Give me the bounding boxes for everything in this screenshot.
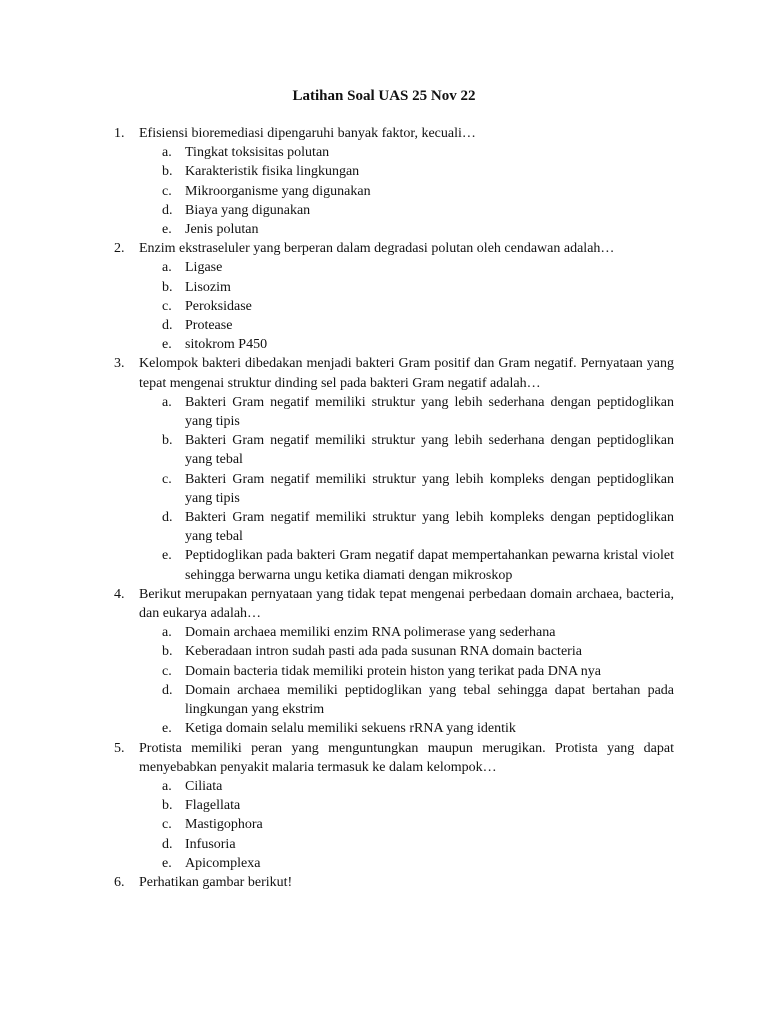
option-text: Apicomplexa bbox=[185, 855, 261, 871]
option-text: Bakteri Gram negatif memiliki struktur yang lebih kompleks dengan peptidoglikan yang tipis bbox=[185, 471, 674, 506]
option-text: Karakteristik fisika lingkungan bbox=[185, 164, 360, 180]
option-a bbox=[139, 777, 674, 796]
option-text: Mastigophora bbox=[185, 817, 263, 833]
question-text: Perhatikan gambar berikut! bbox=[139, 874, 293, 890]
option-letter: d. bbox=[162, 836, 173, 852]
option-letter: a. bbox=[162, 145, 172, 161]
option-text: Jenis polutan bbox=[185, 222, 259, 238]
option-b bbox=[139, 642, 674, 661]
question-text: Kelompok bakteri dibedakan menjadi bakteri Gram positif dan Gram negatif. Pernyataan yang tepat mengenai struktur dinding sel pada bakteri Gram negatif adalah… bbox=[139, 356, 674, 391]
option-letter: c. bbox=[162, 471, 172, 487]
option-text: Ciliata bbox=[185, 778, 223, 794]
option-text: Tingkat toksisitas polutan bbox=[185, 145, 330, 161]
question-list bbox=[114, 124, 674, 892]
option-b bbox=[139, 162, 674, 181]
option-letter: d. bbox=[162, 510, 173, 526]
option-letter: b. bbox=[162, 798, 173, 814]
option-e bbox=[139, 854, 674, 873]
option-text: Domain archaea memiliki enzim RNA polimerase yang sederhana bbox=[185, 625, 556, 641]
option-list bbox=[139, 623, 674, 738]
option-text: Bakteri Gram negatif memiliki struktur yang lebih sederhana dengan peptidoglikan yang tebal bbox=[185, 433, 674, 468]
option-letter: c. bbox=[162, 817, 172, 833]
option-letter: d. bbox=[162, 682, 173, 698]
question-number: 6. bbox=[114, 874, 125, 890]
option-letter: a. bbox=[162, 394, 172, 410]
question-number: 5. bbox=[114, 740, 125, 756]
document-title: Latihan Soal UAS 25 Nov 22 bbox=[292, 88, 476, 104]
option-letter: e. bbox=[162, 548, 172, 564]
question-6 bbox=[114, 873, 674, 892]
option-text: Domain bacteria tidak memiliki protein histon yang terikat pada DNA nya bbox=[185, 663, 602, 679]
question-text: Protista memiliki peran yang menguntungkan maupun merugikan. Protista yang dapat menyebabkan penyakit malaria termasuk ke dalam kelompok… bbox=[139, 740, 674, 775]
option-letter: d. bbox=[162, 202, 173, 218]
option-letter: a. bbox=[162, 260, 172, 276]
question-number: 3. bbox=[114, 356, 125, 372]
option-list bbox=[139, 143, 674, 239]
option-c bbox=[139, 470, 674, 508]
option-e bbox=[139, 719, 674, 738]
option-a bbox=[139, 258, 674, 277]
option-text: Keberadaan intron sudah pasti ada pada susunan RNA domain bacteria bbox=[185, 644, 582, 660]
question-text: Efisiensi bioremediasi dipengaruhi banyak faktor, kecuali… bbox=[139, 126, 476, 141]
option-e bbox=[139, 220, 674, 239]
option-list bbox=[139, 777, 674, 873]
question-5 bbox=[114, 739, 674, 873]
option-text: sitokrom P450 bbox=[185, 337, 268, 353]
option-text: Flagellata bbox=[185, 798, 241, 814]
option-d bbox=[139, 508, 674, 546]
option-e bbox=[139, 335, 674, 354]
question-4 bbox=[114, 585, 674, 739]
option-letter: b. bbox=[162, 279, 173, 295]
option-text: Bakteri Gram negatif memiliki struktur yang lebih sederhana dengan peptidoglikan yang tipis bbox=[185, 394, 674, 430]
option-text: Ligase bbox=[185, 260, 223, 276]
option-c bbox=[139, 297, 674, 316]
option-text: Bakteri Gram negatif memiliki struktur yang lebih kompleks dengan peptidoglikan yang tebal bbox=[185, 510, 674, 545]
option-a bbox=[139, 143, 674, 162]
option-letter: b. bbox=[162, 433, 173, 449]
option-text: Protease bbox=[185, 318, 233, 334]
option-b bbox=[139, 431, 674, 469]
question-number: 4. bbox=[114, 586, 125, 602]
option-b bbox=[139, 278, 674, 297]
question-number: 1. bbox=[114, 126, 125, 141]
option-d bbox=[139, 835, 674, 854]
option-letter: e. bbox=[162, 337, 172, 353]
option-letter: c. bbox=[162, 663, 172, 679]
option-e bbox=[139, 546, 674, 584]
option-list bbox=[139, 393, 674, 585]
option-text: Domain archaea memiliki peptidoglikan yang tebal sehingga dapat bertahan pada lingkungan yang ekstrim bbox=[185, 682, 674, 718]
option-text: Peptidoglikan pada bakteri Gram negatif dapat mempertahankan pewarna kristal violet sehingga berwarna ungu ketika diamati dengan mikroskop bbox=[185, 548, 674, 583]
option-c bbox=[139, 662, 674, 681]
question-2 bbox=[114, 239, 674, 354]
option-a bbox=[139, 393, 674, 431]
option-list bbox=[139, 258, 674, 354]
option-d bbox=[139, 681, 674, 719]
option-c bbox=[139, 182, 674, 201]
question-1 bbox=[114, 124, 674, 239]
option-text: Peroksidase bbox=[185, 298, 252, 314]
option-letter: e. bbox=[162, 222, 172, 238]
option-letter: e. bbox=[162, 855, 172, 871]
question-3 bbox=[114, 354, 674, 584]
option-letter: b. bbox=[162, 164, 173, 180]
option-letter: e. bbox=[162, 721, 172, 737]
option-text: Mikroorganisme yang digunakan bbox=[185, 183, 371, 199]
option-letter: d. bbox=[162, 318, 173, 334]
option-letter: a. bbox=[162, 625, 172, 641]
question-text: Enzim ekstraseluler yang berperan dalam degradasi polutan oleh cendawan adalah… bbox=[139, 241, 615, 257]
option-text: Biaya yang digunakan bbox=[185, 202, 311, 218]
question-number: 2. bbox=[114, 241, 125, 257]
option-b bbox=[139, 796, 674, 815]
option-text: Ketiga domain selalu memiliki sekuens rRNA yang identik bbox=[185, 721, 516, 737]
option-letter: c. bbox=[162, 183, 172, 199]
option-a bbox=[139, 623, 674, 642]
option-text: Infusoria bbox=[185, 836, 236, 852]
option-text: Lisozim bbox=[185, 279, 231, 295]
option-d bbox=[139, 201, 674, 220]
question-text: Berikut merupakan pernyataan yang tidak tepat mengenai perbedaan domain archaea, bacteria, dan eukarya adalah… bbox=[139, 586, 674, 622]
option-letter: a. bbox=[162, 778, 172, 794]
option-d bbox=[139, 316, 674, 335]
option-c bbox=[139, 815, 674, 834]
option-letter: c. bbox=[162, 298, 172, 314]
option-letter: b. bbox=[162, 644, 173, 660]
